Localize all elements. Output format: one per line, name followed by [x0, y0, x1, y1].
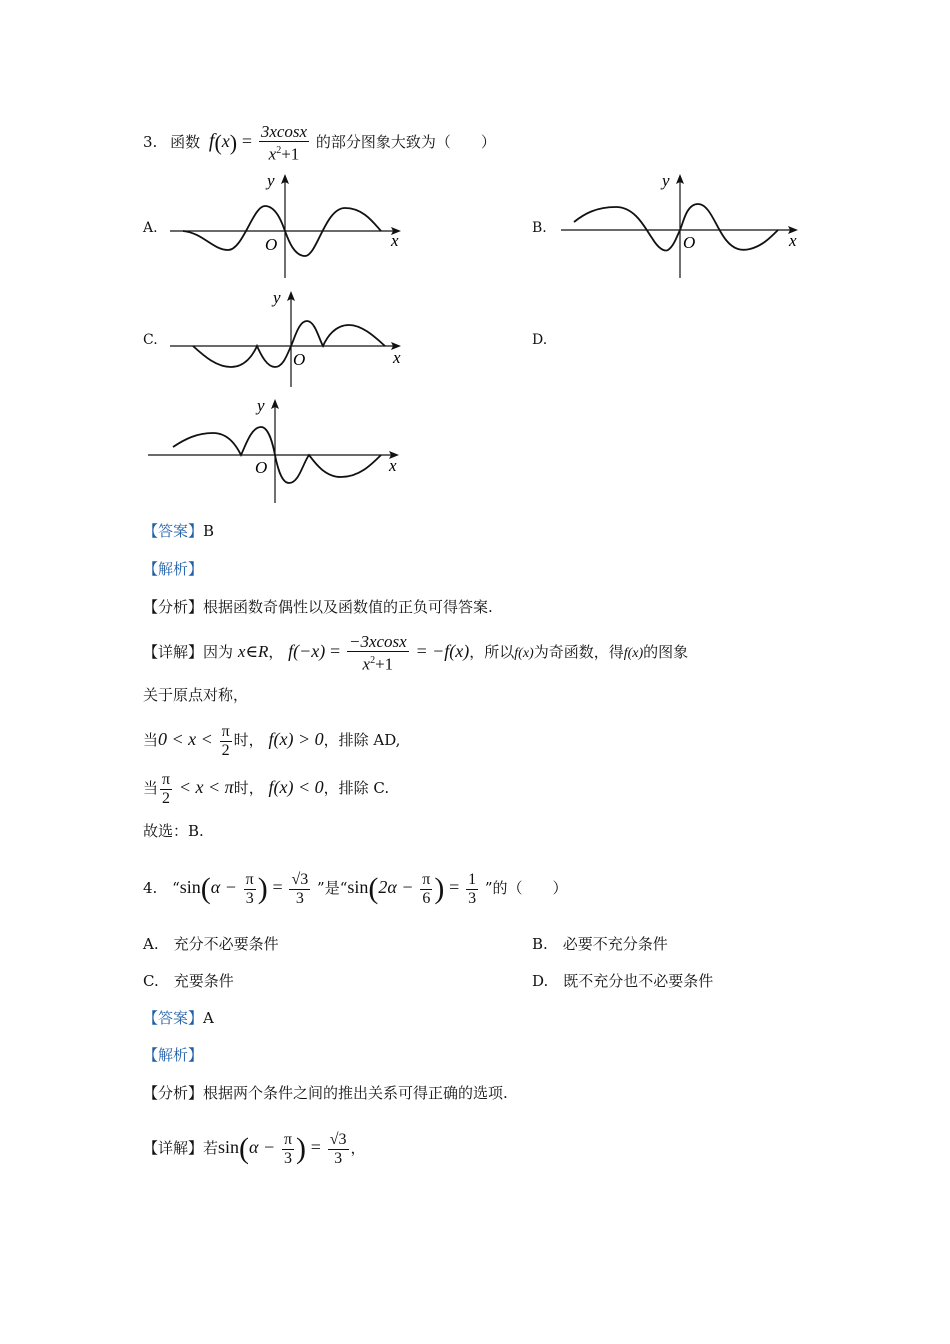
q3-detail-1c: ， [268, 643, 284, 661]
q3-detail-4e: ，排除 C. [323, 779, 390, 797]
q4-sin-2: sin [347, 877, 369, 897]
q3-func: f [208, 130, 215, 152]
q3-detail-1a: 因为 [203, 643, 234, 661]
q4-one-third: $\frac{1}{3}$ [468, 870, 477, 907]
q3-detail-1j: f(x) [623, 646, 644, 661]
q4-detail-pi-over-3: $\frac{\pi}{3}$ [283, 1130, 293, 1167]
q4-alpha-minus: α − [210, 877, 237, 897]
q3-detail-4-fraction: $\frac{\pi}{2}$ [162, 770, 171, 807]
q3-detail-3e: ，排除 AD, [323, 731, 401, 749]
q3-detail-3b: 0 < x < [158, 729, 213, 749]
graph-d-origin: O [255, 458, 268, 477]
graph-b-x-label: x [789, 231, 797, 250]
q3-detail-1h: f(x) [514, 646, 534, 661]
q4-number: 4. [143, 879, 158, 897]
q3-stem: 3. 函数 f(x) = $\frac{3xcosx}{x^2+1}$ 的部分图象大致为（ ） [143, 121, 496, 164]
q4-analysis-tag: 【解析】 [143, 1046, 204, 1064]
q3-detail-numerator: −3xcosx [348, 631, 407, 651]
q3-answer-tag: 【答案】 [143, 522, 204, 540]
q4-mid-quote: ”是“ [317, 879, 348, 897]
q3-detail-4b: < x < π [178, 777, 234, 797]
q3-detail-1d: f(−x) [288, 641, 326, 661]
q4-option-d: D. 既不充分也不必要条件 [532, 972, 714, 990]
q4-detail-sin: sin [218, 1137, 240, 1157]
q3-eq: = [241, 131, 253, 151]
q3-answer-value: B [203, 522, 215, 540]
q4-suffix: ”的（ ） [484, 879, 568, 897]
graph-c-x-label: x [393, 348, 401, 367]
graph-c-origin: O [293, 350, 306, 369]
q4-fenxi-text: 根据两个条件之间的推出关系可得正确的选项. [203, 1084, 508, 1102]
q3-detail-1i: 为奇函数，得 [533, 643, 624, 661]
q4-answer-value: A [203, 1009, 214, 1027]
q4-eq-1: = [272, 877, 283, 897]
q3-fenxi-text: 根据函数奇偶性以及函数值的正负可得答案. [203, 598, 493, 616]
q3-detail-4c: 时， [233, 779, 264, 797]
q3-detail-line2: 关于原点对称， [143, 686, 249, 704]
q4-pi-over-3: $\frac{\pi}{3}$ [245, 870, 254, 907]
q3-fraction [259, 123, 309, 164]
q4-eq-2: = [449, 877, 460, 897]
q4-detail-a: 若 [203, 1139, 219, 1157]
q3-detail-1e: = [330, 641, 341, 661]
q3-analysis-tag: 【解析】 [143, 560, 204, 578]
q3-detail-line5: 故选：B. [143, 822, 204, 840]
q3-detail-3a: 当 [143, 731, 159, 749]
q3-graph-b [556, 170, 806, 282]
q3-detail-3d: f(x) > 0 [268, 729, 324, 749]
q3-graph-c [165, 285, 410, 390]
q4-option-b: B. 必要不充分条件 [532, 935, 668, 953]
q3-answer [143, 520, 214, 541]
q3-detail-3-fraction: $\frac{\pi}{2}$ [221, 722, 230, 759]
q3-option-d-label: D. [532, 332, 548, 348]
q3-denominator: $x^2+1$ [259, 141, 309, 164]
q4-detail-sqrt3-over-3: $\frac{√3}{3}$ [329, 1130, 347, 1167]
q3-detail-1b: x∈R [237, 642, 269, 661]
q4-detail-line1: 【详解】若sin(α − $\frac{\pi}{3}$ ) = $\frac{√3}{3}$ ， [143, 1130, 366, 1167]
q4-detail-alpha-minus: α − [249, 1137, 276, 1157]
graph-d-y-label: y [257, 396, 265, 415]
q3-detail-1k: 的图象 [643, 643, 689, 661]
q3-detail-denominator: $x^2+1$ [347, 651, 409, 674]
q3-number: 3. [143, 133, 158, 151]
q3-detail-line1 [143, 628, 688, 674]
q3-graph-d [143, 395, 408, 507]
q3-detail-1f: = −f(x) [415, 641, 470, 661]
q4-option-a: A. 充分不必要条件 [143, 935, 279, 953]
q3-detail-1g: ，所以 [469, 643, 515, 661]
q4-fenxi [143, 1082, 508, 1103]
q3-detail-line3 [143, 716, 400, 762]
graph-a-y-label: y [267, 171, 275, 190]
q4-sqrt3-over-3: $\frac{√3}{3}$ [291, 870, 309, 907]
q3-suffix: 的部分图象大致为（ ） [315, 133, 496, 151]
q4-answer-tag: 【答案】 [143, 1009, 204, 1027]
q3-detail-3c: 时， [233, 731, 264, 749]
q3-detail-4d: f(x) < 0 [268, 777, 324, 797]
q3-fenxi-tag: 【分析】 [143, 598, 204, 616]
q3-option-b-label: B. [532, 220, 547, 236]
q4-detail-eq: = [310, 1137, 321, 1157]
q4-detail-tag: 【详解】 [143, 1139, 204, 1157]
q3-detail-4a: 当 [143, 779, 159, 797]
q4-detail-end: ， [350, 1139, 366, 1157]
q4-fenxi-tag: 【分析】 [143, 1084, 204, 1102]
graph-b-origin: O [683, 233, 696, 252]
q3-var: x [221, 131, 230, 151]
graph-c-y-label: y [273, 288, 281, 307]
graph-a-origin: O [265, 235, 278, 254]
q4-option-c: C. 充要条件 [143, 972, 234, 990]
q3-fenxi [143, 596, 493, 617]
graph-d-x-label: x [389, 456, 397, 475]
q4-pi-over-6: $\frac{\pi}{6}$ [422, 870, 431, 907]
q3-prefix: 函数 [170, 133, 201, 151]
q3-detail-fraction [347, 633, 409, 674]
q3-detail-tag: 【详解】 [143, 643, 204, 661]
graph-a-x-label: x [391, 231, 399, 250]
q3-graph-a [165, 170, 410, 282]
q4-sin-1: sin [179, 877, 201, 897]
q3-option-c-label: C. [143, 332, 158, 348]
graph-b-y-label: y [662, 171, 670, 190]
q4-stem: 4. “sin(α − $\frac{\pi}{3}$ ) = $\frac{√3}{3}$ ”是“sin(2α − $\frac{\pi}{6}$ ) = $\frac{1}{3}$ ”的（ ） [143, 870, 568, 907]
q3-detail-line4 [143, 764, 389, 810]
q4-answer [143, 1007, 214, 1028]
q3-numerator: 3xcosx [260, 121, 308, 141]
q3-option-a-label: A. [143, 220, 158, 236]
q4-lquote: “ [172, 879, 180, 897]
q4-two-alpha-minus: 2α − [378, 877, 414, 897]
